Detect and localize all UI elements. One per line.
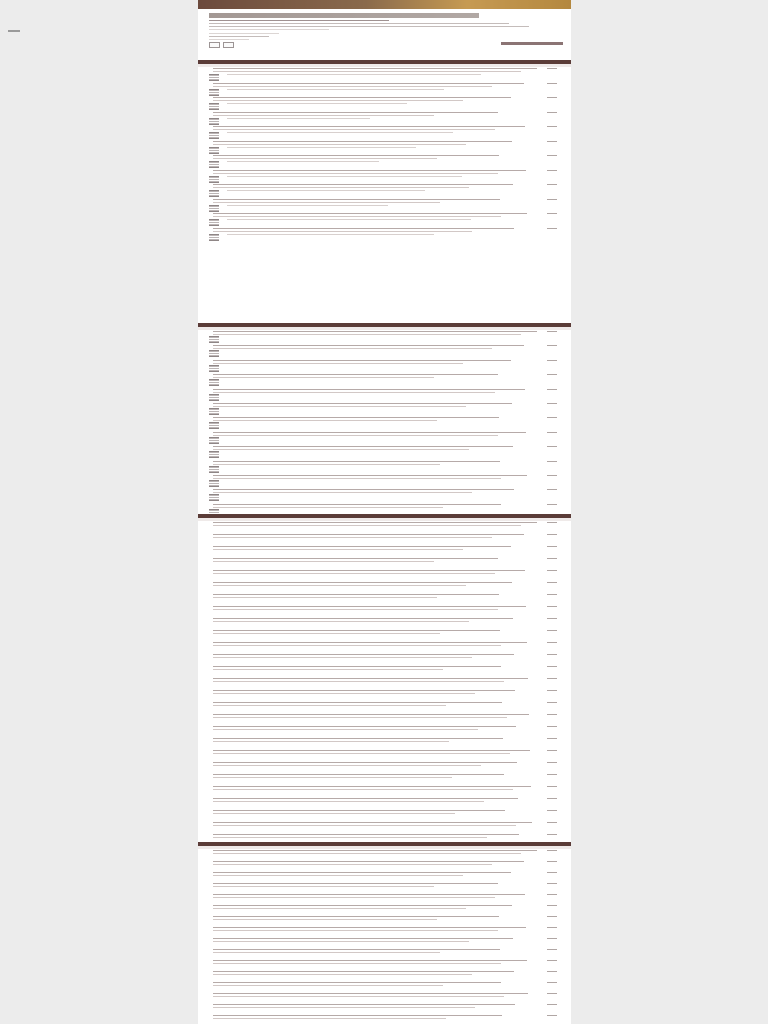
item-count: [547, 558, 557, 559]
list-item[interactable]: [209, 774, 561, 786]
item-count: [547, 594, 557, 595]
item-count: [547, 654, 557, 655]
item-count: [547, 762, 557, 763]
item-count: [547, 213, 557, 214]
document-icon: [209, 161, 219, 168]
document-icon: [209, 437, 219, 444]
document-icon: [209, 480, 219, 487]
list-item[interactable]: [209, 403, 561, 417]
document-icon: [209, 205, 219, 212]
item-count: [547, 417, 557, 418]
list-item[interactable]: [209, 126, 561, 141]
page-intro: [198, 9, 571, 62]
item-count: [547, 83, 557, 84]
list-item[interactable]: [209, 810, 561, 822]
item-count: [547, 642, 557, 643]
list-item[interactable]: [209, 417, 561, 431]
list-item[interactable]: [209, 850, 561, 861]
item-count: [547, 228, 557, 229]
item-count: [547, 155, 557, 156]
list-item[interactable]: [209, 960, 561, 971]
list-item[interactable]: [209, 558, 561, 570]
list-item[interactable]: [209, 927, 561, 938]
list-item[interactable]: [209, 714, 561, 726]
list-item[interactable]: [209, 822, 561, 834]
list-item[interactable]: [209, 1015, 561, 1024]
item-count: [547, 374, 557, 375]
item-count: [547, 726, 557, 727]
header-banner: [198, 0, 571, 9]
item-count: [547, 389, 557, 390]
document-icon: [209, 350, 219, 357]
list-item[interactable]: [209, 606, 561, 618]
item-count: [547, 872, 557, 873]
list-item[interactable]: [209, 666, 561, 678]
list-item[interactable]: [209, 522, 561, 534]
document-icon: [209, 422, 219, 429]
item-count: [547, 126, 557, 127]
item-count: [547, 534, 557, 535]
item-count: [547, 738, 557, 739]
list-item[interactable]: [209, 938, 561, 949]
list-item[interactable]: [209, 971, 561, 982]
item-count: [547, 690, 557, 691]
list-item[interactable]: [209, 213, 561, 228]
list-item[interactable]: [209, 861, 561, 872]
document-icon: [209, 336, 219, 343]
list-item[interactable]: [209, 916, 561, 927]
item-count: [547, 1004, 557, 1005]
list-item[interactable]: [209, 905, 561, 916]
item-count: [547, 834, 557, 835]
item-count: [547, 971, 557, 972]
page-content: [198, 0, 571, 1024]
item-count: [547, 822, 557, 823]
item-count: [547, 702, 557, 703]
list-item[interactable]: [209, 475, 561, 489]
item-count: [547, 750, 557, 751]
item-count: [547, 432, 557, 433]
list-item[interactable]: [209, 534, 561, 546]
list-item[interactable]: [209, 618, 561, 630]
item-count: [547, 522, 557, 523]
list-item[interactable]: [209, 762, 561, 774]
thumbnail[interactable]: [209, 42, 220, 48]
item-count: [547, 97, 557, 98]
sidebar-toggle[interactable]: [8, 30, 20, 32]
list-item[interactable]: [209, 389, 561, 403]
list-item[interactable]: [209, 374, 561, 388]
item-count: [547, 916, 557, 917]
list-item[interactable]: [209, 594, 561, 606]
list-item[interactable]: [209, 489, 561, 503]
list-item[interactable]: [209, 184, 561, 199]
list-item[interactable]: [209, 982, 561, 993]
list-item[interactable]: [209, 360, 561, 374]
document-icon: [209, 132, 219, 139]
document-icon: [209, 74, 219, 81]
item-count: [547, 798, 557, 799]
item-count: [547, 68, 557, 69]
list-item[interactable]: [209, 446, 561, 460]
document-icon: [209, 118, 219, 125]
item-count: [547, 141, 557, 142]
document-icon: [209, 451, 219, 458]
document-icon: [209, 234, 219, 241]
item-count: [547, 774, 557, 775]
list-item[interactable]: [209, 546, 561, 558]
item-count: [547, 927, 557, 928]
item-count: [547, 570, 557, 571]
list-item[interactable]: [209, 97, 561, 112]
list-item[interactable]: [209, 786, 561, 798]
list-item[interactable]: [209, 68, 561, 83]
item-count: [547, 714, 557, 715]
document-icon: [209, 408, 219, 415]
list-item[interactable]: [209, 750, 561, 762]
document-icon: [209, 379, 219, 386]
section: [198, 323, 571, 518]
list-item[interactable]: [209, 883, 561, 894]
section: [198, 60, 571, 242]
item-count: [547, 403, 557, 404]
list-item[interactable]: [209, 461, 561, 475]
item-count: [547, 883, 557, 884]
item-count: [547, 331, 557, 332]
item-count: [547, 960, 557, 961]
item-count: [547, 446, 557, 447]
thumbnail[interactable]: [223, 42, 234, 48]
document-icon: [209, 103, 219, 110]
section: [198, 514, 571, 846]
list-item[interactable]: [209, 798, 561, 810]
document-icon: [209, 176, 219, 183]
item-count: [547, 461, 557, 462]
list-item[interactable]: [209, 872, 561, 883]
list-item[interactable]: [209, 570, 561, 582]
item-count: [547, 678, 557, 679]
item-count: [547, 861, 557, 862]
item-count: [547, 112, 557, 113]
list-item[interactable]: [209, 83, 561, 98]
document-icon: [209, 219, 219, 226]
document-icon: [209, 394, 219, 401]
list-item[interactable]: [209, 155, 561, 170]
item-count: [547, 345, 557, 346]
list-item[interactable]: [209, 678, 561, 690]
section: [198, 842, 571, 1024]
item-count: [547, 504, 557, 505]
item-count: [547, 630, 557, 631]
item-count: [547, 582, 557, 583]
item-count: [547, 982, 557, 983]
item-count: [547, 489, 557, 490]
document-icon: [209, 147, 219, 154]
list-item[interactable]: [209, 993, 561, 1004]
item-count: [547, 546, 557, 547]
document-icon: [209, 190, 219, 197]
item-count: [547, 1015, 557, 1016]
item-count: [547, 618, 557, 619]
document-icon: [209, 365, 219, 372]
list-item[interactable]: [209, 199, 561, 214]
list-item[interactable]: [209, 582, 561, 594]
list-item[interactable]: [209, 949, 561, 960]
list-item[interactable]: [209, 331, 561, 345]
list-item[interactable]: [209, 738, 561, 750]
item-count: [547, 905, 557, 906]
list-item[interactable]: [209, 690, 561, 702]
list-item[interactable]: [209, 726, 561, 738]
item-count: [547, 949, 557, 950]
item-count: [547, 786, 557, 787]
document-icon: [209, 466, 219, 473]
document-icon: [209, 494, 219, 501]
list-item[interactable]: [209, 642, 561, 654]
item-count: [547, 938, 557, 939]
item-count: [547, 993, 557, 994]
item-count: [547, 894, 557, 895]
list-item[interactable]: [209, 141, 561, 156]
action-button[interactable]: [501, 42, 563, 45]
list-item[interactable]: [209, 894, 561, 905]
list-item[interactable]: [209, 345, 561, 359]
list-item[interactable]: [209, 654, 561, 666]
item-count: [547, 170, 557, 171]
list-item[interactable]: [209, 170, 561, 185]
item-count: [547, 666, 557, 667]
item-count: [547, 475, 557, 476]
page-title: [209, 13, 479, 18]
item-count: [547, 199, 557, 200]
list-item[interactable]: [209, 630, 561, 642]
item-count: [547, 360, 557, 361]
list-item[interactable]: [209, 228, 561, 243]
list-item[interactable]: [209, 702, 561, 714]
item-count: [547, 184, 557, 185]
item-count: [547, 606, 557, 607]
document-icon: [209, 89, 219, 96]
item-count: [547, 850, 557, 851]
item-count: [547, 810, 557, 811]
list-item[interactable]: [209, 432, 561, 446]
list-item[interactable]: [209, 1004, 561, 1015]
list-item[interactable]: [209, 112, 561, 127]
